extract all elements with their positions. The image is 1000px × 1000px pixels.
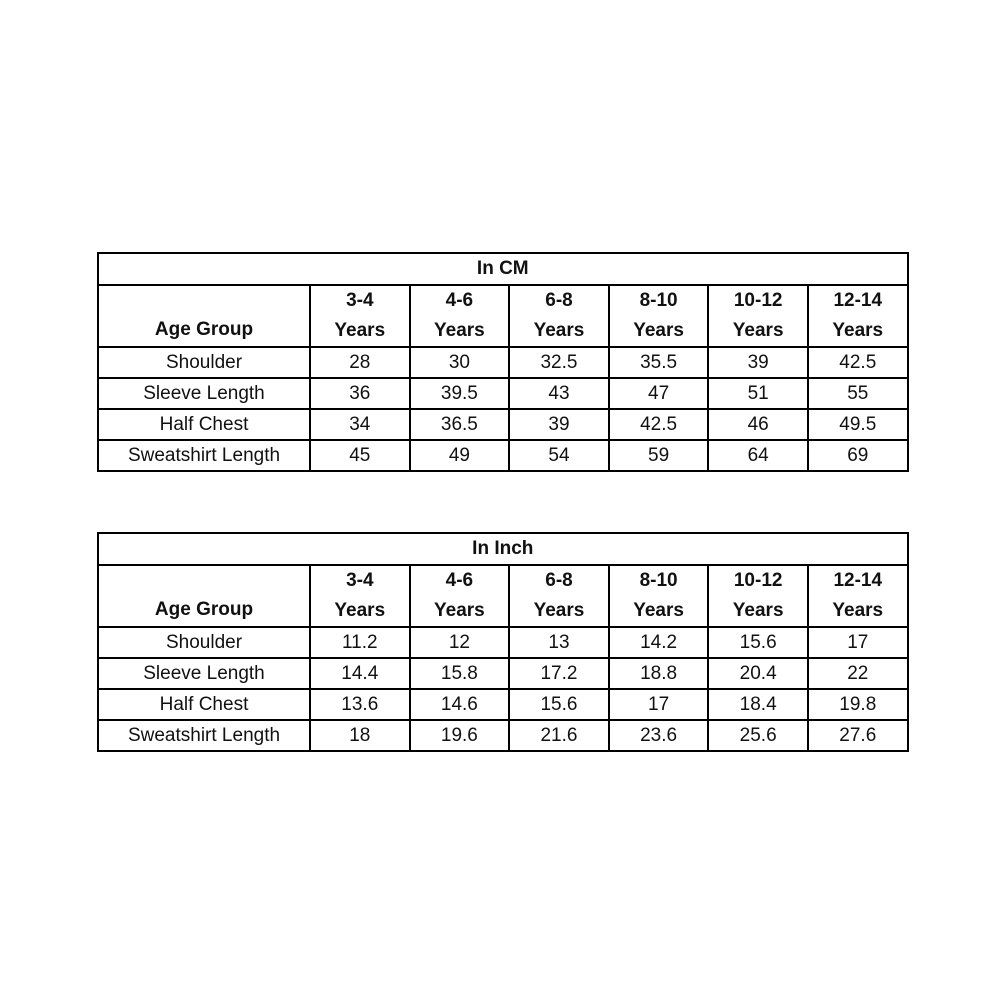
column-header-unit: Years [533, 320, 585, 341]
table-cell: 64 [708, 440, 808, 471]
column-header-unit: Years [832, 320, 884, 341]
column-header-range: 6-8 [545, 290, 573, 311]
table-cell: 15.6 [509, 689, 609, 720]
row-label: Half Chest [98, 689, 310, 720]
column-header [310, 565, 410, 627]
table-cell: 45 [310, 440, 410, 471]
column-header [410, 565, 510, 627]
table-header-row [98, 565, 908, 627]
column-header-range: 3-4 [346, 570, 374, 591]
table-cell: 49.5 [808, 409, 908, 440]
table-row [98, 440, 908, 471]
table-cell: 32.5 [509, 347, 609, 378]
table-row [98, 689, 908, 720]
table-cell: 22 [808, 658, 908, 689]
column-header-unit: Years [633, 320, 684, 341]
table-cell: 19.6 [410, 720, 510, 751]
table-cell: 51 [708, 378, 808, 409]
column-header-range: 4-6 [445, 290, 474, 311]
column-header-range: 12-14 [833, 570, 883, 591]
table-cell: 11.2 [310, 627, 410, 658]
column-header [410, 285, 510, 347]
table-cell: 35.5 [609, 347, 709, 378]
size-chart-cm-table [97, 252, 909, 472]
table-cell: 28 [310, 347, 410, 378]
column-header [708, 285, 808, 347]
table-row [98, 627, 908, 658]
table-title-row [98, 533, 908, 565]
size-chart-inch-table [97, 532, 909, 752]
table-cell: 54 [509, 440, 609, 471]
table-cell: 15.8 [410, 658, 510, 689]
table-cell: 18 [310, 720, 410, 751]
column-header [708, 565, 808, 627]
table-cell: 55 [808, 378, 908, 409]
column-header-range: 6-8 [545, 570, 573, 591]
table-cell: 17 [808, 627, 908, 658]
table-cell: 39.5 [410, 378, 510, 409]
table-cell: 14.4 [310, 658, 410, 689]
table-cell: 13 [509, 627, 609, 658]
table-cell: 30 [410, 347, 510, 378]
table-cell: 14.2 [609, 627, 709, 658]
row-label: Sweatshirt Length [98, 720, 310, 751]
table-cell: 42.5 [609, 409, 709, 440]
table-cell: 47 [609, 378, 709, 409]
table-cell: 36 [310, 378, 410, 409]
age-group-header: Age Group [98, 285, 310, 347]
column-header-range: 12-14 [833, 290, 883, 311]
column-header-unit: Years [334, 320, 386, 341]
column-header-unit: Years [732, 600, 784, 621]
table-cell: 49 [410, 440, 510, 471]
row-label: Sleeve Length [98, 658, 310, 689]
column-header-unit: Years [334, 600, 386, 621]
table-cell: 17.2 [509, 658, 609, 689]
column-header [808, 565, 908, 627]
table-cell: 15.6 [708, 627, 808, 658]
table-title: In CM [98, 253, 908, 285]
table-header-row [98, 285, 908, 347]
table-cell: 59 [609, 440, 709, 471]
column-header [609, 285, 709, 347]
column-header-range: 4-6 [445, 570, 474, 591]
table-cell: 12 [410, 627, 510, 658]
column-header-unit: Years [434, 600, 485, 621]
table-title-row [98, 253, 908, 285]
age-group-header: Age Group [98, 565, 310, 627]
column-header-unit: Years [832, 600, 884, 621]
table-cell: 18.4 [708, 689, 808, 720]
table-cell: 39 [509, 409, 609, 440]
column-header-unit: Years [633, 600, 684, 621]
table-row [98, 658, 908, 689]
column-header [310, 285, 410, 347]
column-header [808, 285, 908, 347]
table-row [98, 378, 908, 409]
table-cell: 13.6 [310, 689, 410, 720]
table-cell: 43 [509, 378, 609, 409]
column-header-range: 10-12 [733, 290, 783, 311]
column-header-range: 8-10 [639, 570, 678, 591]
column-header [509, 565, 609, 627]
table-cell: 34 [310, 409, 410, 440]
table-cell: 42.5 [808, 347, 908, 378]
row-label: Half Chest [98, 409, 310, 440]
row-label: Sweatshirt Length [98, 440, 310, 471]
table-cell: 27.6 [808, 720, 908, 751]
table-cell: 69 [808, 440, 908, 471]
table-cell: 21.6 [509, 720, 609, 751]
row-label: Shoulder [98, 347, 310, 378]
column-header-range: 10-12 [733, 570, 783, 591]
column-header-unit: Years [434, 320, 485, 341]
table-row [98, 720, 908, 751]
column-header [509, 285, 609, 347]
table-cell: 23.6 [609, 720, 709, 751]
table-cell: 20.4 [708, 658, 808, 689]
column-header [609, 565, 709, 627]
table-cell: 39 [708, 347, 808, 378]
column-header-unit: Years [533, 600, 585, 621]
table-cell: 36.5 [410, 409, 510, 440]
table-cell: 25.6 [708, 720, 808, 751]
column-header-range: 3-4 [346, 290, 374, 311]
table-title: In Inch [98, 533, 908, 565]
table-row [98, 409, 908, 440]
row-label: Shoulder [98, 627, 310, 658]
table-cell: 17 [609, 689, 709, 720]
column-header-range: 8-10 [639, 290, 678, 311]
table-cell: 18.8 [609, 658, 709, 689]
table-cell: 46 [708, 409, 808, 440]
table-cell: 14.6 [410, 689, 510, 720]
table-row [98, 347, 908, 378]
table-cell: 19.8 [808, 689, 908, 720]
column-header-unit: Years [732, 320, 784, 341]
row-label: Sleeve Length [98, 378, 310, 409]
